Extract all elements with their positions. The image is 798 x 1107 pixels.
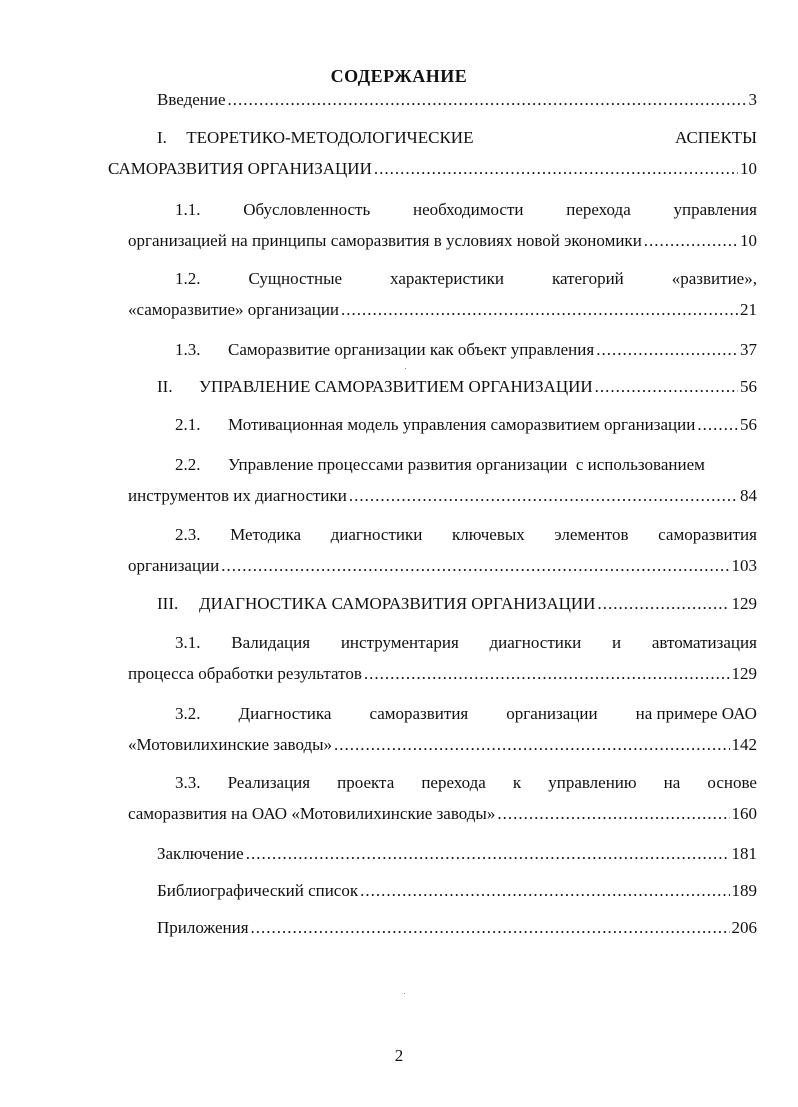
toc-entry-3-1-cont <box>128 663 757 685</box>
toc-entry-conclusion <box>157 843 757 865</box>
scan-speck <box>404 993 405 994</box>
toc-entry-3-3-cont <box>128 803 757 825</box>
leader-dots <box>246 843 730 865</box>
toc-entry-word: диагностики <box>489 633 582 652</box>
toc-entry-label: «саморазвитие» организации <box>128 300 340 319</box>
toc-entry-number: III. <box>157 594 179 613</box>
toc-entry-number: II. <box>157 377 173 396</box>
leader-dots <box>251 917 730 939</box>
toc-entry-label: процесса обработки результатов <box>128 664 362 683</box>
toc-entry-number: 2.3. <box>175 525 201 544</box>
leader-dots <box>341 299 738 321</box>
toc-entry-3-1 <box>175 632 757 654</box>
toc-page-number: 181 <box>731 844 757 863</box>
toc-entry-number: 1.3. <box>175 340 201 359</box>
toc-entry-number: 3.1. <box>175 633 201 652</box>
toc-entry-introduction <box>157 89 757 111</box>
leader-dots <box>374 158 738 180</box>
leader-dots <box>497 803 729 825</box>
toc-entry-word: Реализация <box>227 773 311 792</box>
toc-entry-number: 3.3. <box>175 773 201 792</box>
toc-entry-2-3-cont <box>128 555 757 577</box>
toc-page-number: 142 <box>731 735 757 754</box>
toc-entry-label: Мотивационная модель управления саморазвитием организации <box>228 415 696 434</box>
toc-entry-word: инструментария <box>340 633 459 652</box>
toc-entry-label: организации <box>128 556 220 575</box>
leader-dots <box>360 880 729 902</box>
toc-entry-chapter-1 <box>157 127 757 149</box>
toc-entry-label: саморазвития на ОАО «Мотовилихинские заводы» <box>128 804 496 823</box>
scan-speck <box>405 368 406 369</box>
toc-entry-3-2 <box>175 703 757 725</box>
toc-entry-word: автоматизация <box>651 633 757 652</box>
leader-dots <box>644 230 738 252</box>
toc-entry-chapter-3 <box>157 593 757 615</box>
toc-page-number: 189 <box>731 881 757 900</box>
toc-entry-2-2 <box>175 454 757 476</box>
toc-entry-word: элементов <box>554 525 629 544</box>
toc-entry-chapter-1-cont <box>108 158 757 180</box>
toc-entry-appendices <box>157 917 757 939</box>
toc-page-number: 3 <box>748 90 757 109</box>
toc-entry-number: 2.2. <box>175 455 201 474</box>
toc-page-number: 21 <box>740 300 757 319</box>
toc-entry-label: САМОРАЗВИТИЯ ОРГАНИЗАЦИИ <box>108 159 372 178</box>
toc-entry-word: управлению <box>548 773 637 792</box>
toc-entry-label: организацией на принципы саморазвития в условиях новой экономики <box>128 231 642 250</box>
toc-entry-label: Библиографический список <box>157 881 359 900</box>
toc-entry-word: Сущностные <box>248 269 343 288</box>
toc-entry-bibliography <box>157 880 757 902</box>
toc-entry-word: к <box>512 773 522 792</box>
toc-entry-word: саморазвития <box>369 704 469 723</box>
toc-entry-word: перехода <box>421 773 486 792</box>
toc-entry-word: саморазвития <box>658 525 757 544</box>
toc-page-number: 56 <box>740 377 757 396</box>
toc-page-number: 129 <box>731 664 757 683</box>
leader-dots <box>596 339 738 361</box>
toc-entry-label: Управление процессами развития организации с использованием <box>228 455 705 474</box>
toc-entry-3-2-cont <box>128 734 757 756</box>
toc-entry-word: ключевых <box>451 525 525 544</box>
toc-page-number: 84 <box>740 486 757 505</box>
toc-entry-1-1-cont <box>128 230 757 252</box>
toc-entry-word: управления <box>673 200 757 219</box>
toc-entry-word: Обусловленность <box>243 200 371 219</box>
toc-entry-label: ДИАГНОСТИКА САМОРАЗВИТИЯ ОРГАНИЗАЦИИ <box>199 594 596 613</box>
toc-entry-chapter-2 <box>157 376 757 398</box>
leader-dots <box>228 89 747 111</box>
toc-entry-word: «развитие», <box>671 269 757 288</box>
toc-entry-number: 2.1. <box>175 415 201 434</box>
toc-page-number: 206 <box>731 918 757 937</box>
toc-entry-label: Саморазвитие организации как объект управления <box>228 340 595 359</box>
leader-dots <box>221 555 729 577</box>
toc-entry-number: 1.1. <box>175 200 201 219</box>
toc-page-number: 160 <box>731 804 757 823</box>
toc-entry-2-1 <box>175 414 757 436</box>
toc-entry-number: 1.2. <box>175 269 201 288</box>
toc-entry-1-1 <box>175 199 757 221</box>
leader-dots <box>595 376 738 398</box>
toc-entry-word: ТЕОРЕТИКО-МЕТОДОЛОГИЧЕСКИЕ <box>186 128 474 147</box>
toc-entry-1-3 <box>175 339 757 361</box>
toc-page-number: 56 <box>740 415 757 434</box>
toc-entry-label: Заключение <box>157 844 244 863</box>
toc-page-number: 37 <box>740 340 757 359</box>
toc-entry-word: Диагностика <box>238 704 332 723</box>
toc-entry-word: перехода <box>566 200 631 219</box>
toc-entry-word: и <box>611 633 622 652</box>
leader-dots <box>697 414 738 436</box>
toc-entry-label: инструментов их диагностики <box>128 486 347 505</box>
page-number: 2 <box>394 1046 404 1065</box>
toc-entry-word: проекта <box>337 773 395 792</box>
toc-entry-word: организации <box>506 704 598 723</box>
leader-dots <box>597 593 729 615</box>
toc-entry-label: Введение <box>157 90 226 109</box>
toc-entry-word: на примере ОАО <box>635 704 757 723</box>
toc-entry-label: Приложения <box>157 918 249 937</box>
toc-page-number: 10 <box>740 231 757 250</box>
toc-entry-label: УПРАВЛЕНИЕ САМОРАЗВИТИЕМ ОРГАНИЗАЦИИ <box>199 377 593 396</box>
leader-dots <box>349 485 738 507</box>
toc-entry-word: Методика <box>230 525 302 544</box>
toc-entry-2-2-cont <box>128 485 757 507</box>
toc-entry-word: АСПЕКТЫ <box>675 128 757 147</box>
page-title: СОДЕРЖАНИЕ <box>330 66 468 86</box>
toc-page-number: 129 <box>731 594 757 613</box>
toc-page-number: 103 <box>731 556 757 575</box>
leader-dots <box>364 663 730 685</box>
toc-entry-1-2 <box>175 268 757 290</box>
toc-entry-1-2-cont <box>128 299 757 321</box>
leader-dots <box>334 734 729 756</box>
toc-entry-2-3 <box>175 524 757 546</box>
toc-entry-3-3 <box>175 772 757 794</box>
toc-page-number: 10 <box>740 159 757 178</box>
toc-entry-word: характеристики <box>390 269 504 288</box>
toc-entry-word: Валидация <box>231 633 311 652</box>
toc-entry-word: на <box>663 773 681 792</box>
toc-entry-word: категорий <box>551 269 624 288</box>
toc-entry-number: I. <box>157 128 167 147</box>
toc-entry-label: «Мотовилихинские заводы» <box>128 735 333 754</box>
toc-entry-word: диагностики <box>330 525 423 544</box>
toc-entry-word: основе <box>707 773 757 792</box>
toc-entry-word: необходимости <box>412 200 524 219</box>
toc-entry-number: 3.2. <box>175 704 201 723</box>
